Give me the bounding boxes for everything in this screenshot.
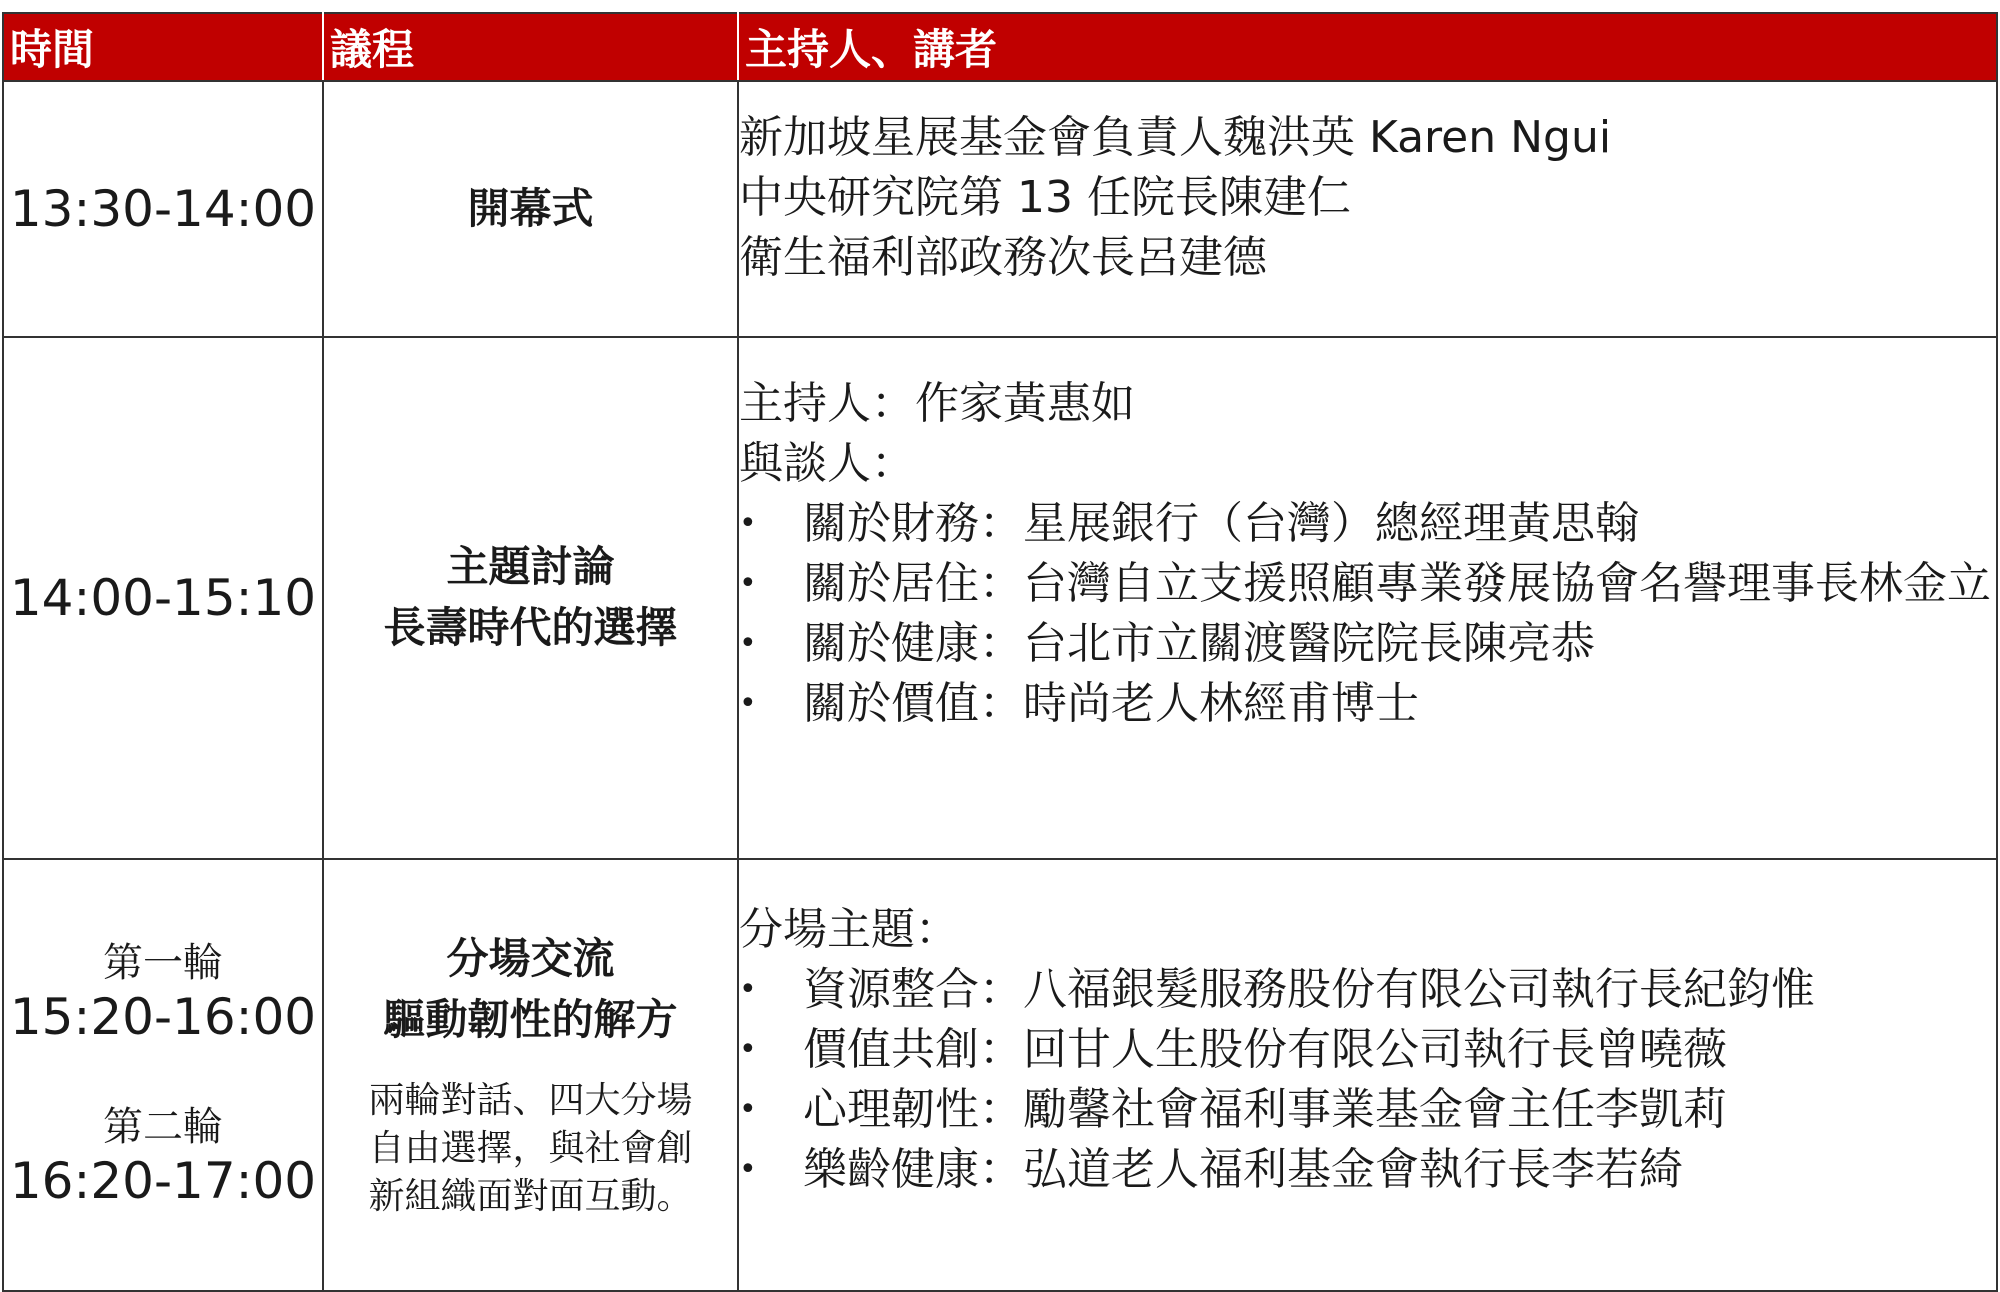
round-label: 第一輪 — [103, 940, 223, 986]
breakout-item — [739, 1020, 1996, 1080]
topic-subtitle: 驅動韌性的解方 — [383, 995, 678, 1044]
header-topic: 議程 — [323, 13, 738, 81]
panelist-text: 關於健康：台北市立關渡醫院院長陳亮恭 — [803, 618, 1595, 669]
host-cell — [738, 81, 1997, 337]
round-spacer — [4, 1047, 322, 1103]
panelist-text: 關於價值：時尚老人林經甫博士 — [803, 678, 1419, 729]
speaker-line: 中央研究院第 13 任院長陳建仁 — [739, 172, 1351, 223]
time-cell: 14:00-15:10 — [3, 337, 323, 859]
bullet-icon: • — [739, 566, 757, 601]
round-label: 第二輪 — [103, 1104, 223, 1150]
breakout-text: 樂齡健康：弘道老人福利基金會執行長李若綺 — [803, 1144, 1683, 1195]
time-cell: 13:30-14:00 — [3, 81, 323, 337]
topic-cell — [323, 337, 738, 859]
panelist-item — [739, 614, 1996, 674]
bullet-icon: • — [739, 1152, 757, 1187]
breakout-text: 資源整合：八福銀髮服務股份有限公司執行長紀鈞惟 — [803, 964, 1815, 1015]
topic-note — [324, 1077, 737, 1221]
topic-note-line: 新組織面對面互動。 — [368, 1175, 693, 1217]
topic-cell — [323, 859, 738, 1291]
topic-subtitle: 長壽時代的選擇 — [383, 603, 678, 652]
topic-title: 開幕式 — [467, 183, 594, 233]
speaker-line: 新加坡星展基金會負責人魏洪英 Karen Ngui — [739, 112, 1612, 163]
bullet-icon: • — [739, 1032, 757, 1067]
topic-note-line: 兩輪對話、四大分場 — [368, 1079, 693, 1121]
bullet-icon: • — [739, 686, 757, 721]
header-time: 時間 — [3, 13, 323, 81]
header-row — [3, 13, 1997, 81]
bullet-icon: • — [739, 972, 757, 1007]
time-cell — [3, 859, 323, 1291]
agenda-row-opening — [3, 81, 1997, 337]
bullet-icon: • — [739, 506, 757, 541]
panelist-item — [739, 554, 1996, 614]
topic-title: 主題討論 — [446, 542, 615, 592]
agenda-row-panel — [3, 337, 1997, 859]
agenda-row-breakout — [3, 859, 1997, 1291]
round-time: 15:20-16:00 — [9, 988, 317, 1046]
panelist-text: 關於財務：星展銀行（台灣）總經理黃思翰 — [803, 498, 1639, 549]
breakout-text: 心理韌性：勵馨社會福利事業基金會主任李凱莉 — [803, 1084, 1727, 1135]
panelist-item — [739, 674, 1996, 734]
breakout-item — [739, 1140, 1996, 1200]
header-host: 主持人、講者 — [738, 13, 1997, 81]
moderator-line: 主持人：作家黃惠如 — [739, 378, 1135, 429]
agenda-table — [2, 12, 1998, 1292]
panelist-text: 關於居住：台灣自立支援照顧專業發展協會名譽理事長林金立 — [803, 558, 1991, 609]
round-time: 16:20-17:00 — [9, 1152, 317, 1210]
panelists-label: 與談人： — [739, 438, 915, 489]
topic-cell — [323, 81, 738, 337]
host-cell — [738, 337, 1997, 859]
bullet-icon: • — [739, 626, 757, 661]
host-cell — [738, 859, 1997, 1291]
panelist-item — [739, 494, 1996, 554]
speaker-line: 衛生福利部政務次長呂建德 — [739, 232, 1267, 283]
topic-title: 分場交流 — [446, 934, 615, 984]
topic-note-line: 自由選擇，與社會創 — [368, 1127, 693, 1169]
breakout-item — [739, 1080, 1996, 1140]
breakout-text: 價值共創：回甘人生股份有限公司執行長曾曉薇 — [803, 1024, 1727, 1075]
breakout-item — [739, 960, 1996, 1020]
breakout-themes-label: 分場主題： — [739, 904, 959, 955]
bullet-icon: • — [739, 1092, 757, 1127]
